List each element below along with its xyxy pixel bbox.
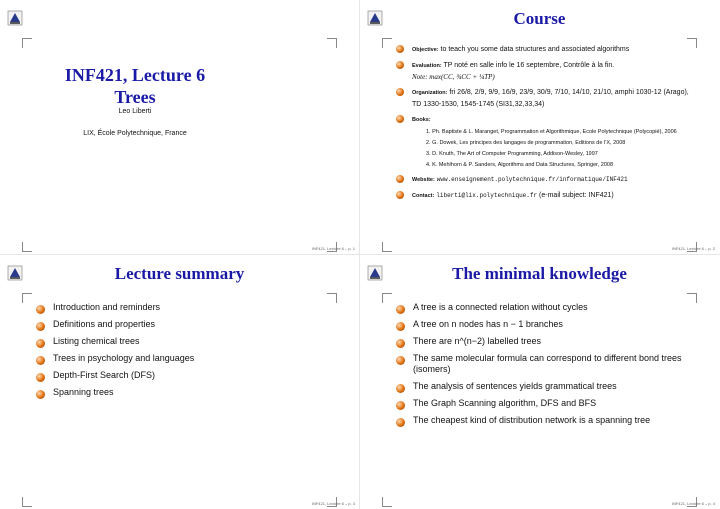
list-item [36,302,336,313]
list-item [396,415,696,426]
slide-1 [0,0,359,254]
book-item: 1. Ph. Baptiste & L. Maranget, Programmation et Algorithmique, Ecole Polytechnique (Polycopié), 2006 [426,129,677,135]
books-list [412,128,696,170]
slide-footer: INF421, Lecture 6 – p. 2 [671,246,715,251]
author: Leo Liberti [118,108,152,115]
list-item-text: Trees in psychology and languages [53,353,195,363]
bullet-icon [396,356,405,365]
bullet-icon [36,373,45,382]
grading-formula: Note: max(CC, ¾CC + ¼TP) [412,73,495,81]
list-item [396,398,696,409]
summary-list [36,302,336,404]
bullet-icon [396,45,404,53]
objective-label: Objective: [412,47,439,53]
list-item [36,336,336,347]
objective-text: to teach you some data structures and associated algorithms [440,46,630,53]
list-item-text: A tree on n nodes has n − 1 branches [413,319,563,329]
bullet-icon [396,401,405,410]
bullet-icon [396,305,405,314]
bullet-icon [396,115,404,123]
list-item-text: Spanning trees [53,387,114,397]
website-link[interactable]: www.enseignement.polytechnique.fr/informatique/INF421 [436,176,628,183]
corner-mark [22,38,32,48]
corner-mark [22,293,32,303]
website-label: Website: [412,177,435,183]
bullet-icon [396,191,404,199]
list-item [396,190,696,202]
corner-mark [22,242,32,252]
list-item [396,336,696,347]
list-item-text: There are n^(n−2) labelled trees [413,336,542,346]
slide-footer: INF421, Lecture 6 – p. 1 [311,246,355,251]
contact-label: Contact: [412,193,435,199]
knowledge-list [396,302,696,432]
bullet-icon [36,305,45,314]
bullet-icon [396,418,405,427]
slide-title: Course [513,9,566,28]
contact-email[interactable]: liberti@lix.polytechnique.fr [436,192,538,199]
list-item [396,353,696,375]
list-item-text: Introduction and reminders [53,302,161,312]
list-item [396,60,696,83]
list-item [36,353,336,364]
list-item [396,114,696,170]
polytechnique-logo-icon [7,10,23,26]
corner-mark [382,38,392,48]
bullet-icon [36,390,45,399]
bullet-icon [36,322,45,331]
list-item-text: A tree is a connected relation without cycles [413,302,588,312]
corner-mark [382,497,392,507]
book-item: 3. D. Knuth, The Art of Computer Programming, Addison-Wesley, 1997 [426,151,598,157]
slide-title: The minimal knowledge [452,264,627,283]
slide-2 [360,0,719,254]
bullet-icon [396,384,405,393]
slide-4 [360,255,719,509]
bullet-icon [396,339,405,348]
list-item [396,87,696,110]
list-item-text: Depth-First Search (DFS) [53,370,156,380]
list-item-text: Listing chemical trees [53,336,140,346]
books-label: Books: [412,117,431,123]
list-item-text: The cheapest kind of distribution network is a spanning tree [413,415,651,425]
slide-footer: INF421, Lecture 6 – p. 4 [671,501,715,506]
list-item [396,174,696,186]
list-item-text: The analysis of sentences yields grammatical trees [413,381,617,391]
organization-text: fri 26/8, 2/9, 9/9, 16/9, 23/9, 30/9, 7/10, 14/10, 21/10, amphi 1030-12 (Arago), TD 1330-1530, 1545-1745 (SI31,32,33,34) [412,89,689,108]
slide-title: Lecture summary [114,264,245,283]
bullet-icon [396,61,404,69]
list-item-text: The same molecular formula can correspond to different bond trees (isomers) [413,353,682,374]
evaluation-text: TP noté en salle info le 16 septembre, Contrôle à la fin. [443,62,615,69]
bullet-icon [396,175,404,183]
evaluation-label: Evaluation: [412,63,442,69]
corner-mark [382,242,392,252]
slide-footer: INF421, Lecture 6 – p. 3 [311,501,355,506]
list-item [396,302,696,313]
corner-mark [382,293,392,303]
bullet-icon [396,322,405,331]
affiliation: LIX, École Polytechnique, France [83,130,187,137]
lecture-subtitle: Trees [114,87,156,107]
list-item [36,370,336,381]
corner-mark [22,497,32,507]
slide-3 [0,255,359,509]
organization-label: Organization: [412,90,448,96]
bullet-icon [396,88,404,96]
list-item [396,44,696,56]
list-item-text: Definitions and properties [53,319,156,329]
lecture-title: INF421, Lecture 6 [64,65,206,85]
book-item: 2. G. Dowek, Les principes des langages de programmation, Editions de l’X, 2008 [426,140,626,146]
list-item-text: The Graph Scanning algorithm, DFS and BFS [413,398,597,408]
list-item [36,319,336,330]
list-item [396,381,696,392]
list-item [396,319,696,330]
bullet-icon [36,339,45,348]
course-info-list [396,44,696,206]
bullet-icon [36,356,45,365]
book-item: 4. K. Mehlhorn & P. Sanders, Algorithms and Data Structures, Springer, 2008 [426,162,614,168]
list-item [36,387,336,398]
contact-note: (e-mail subject: INF421) [539,192,614,199]
corner-mark [327,38,337,48]
